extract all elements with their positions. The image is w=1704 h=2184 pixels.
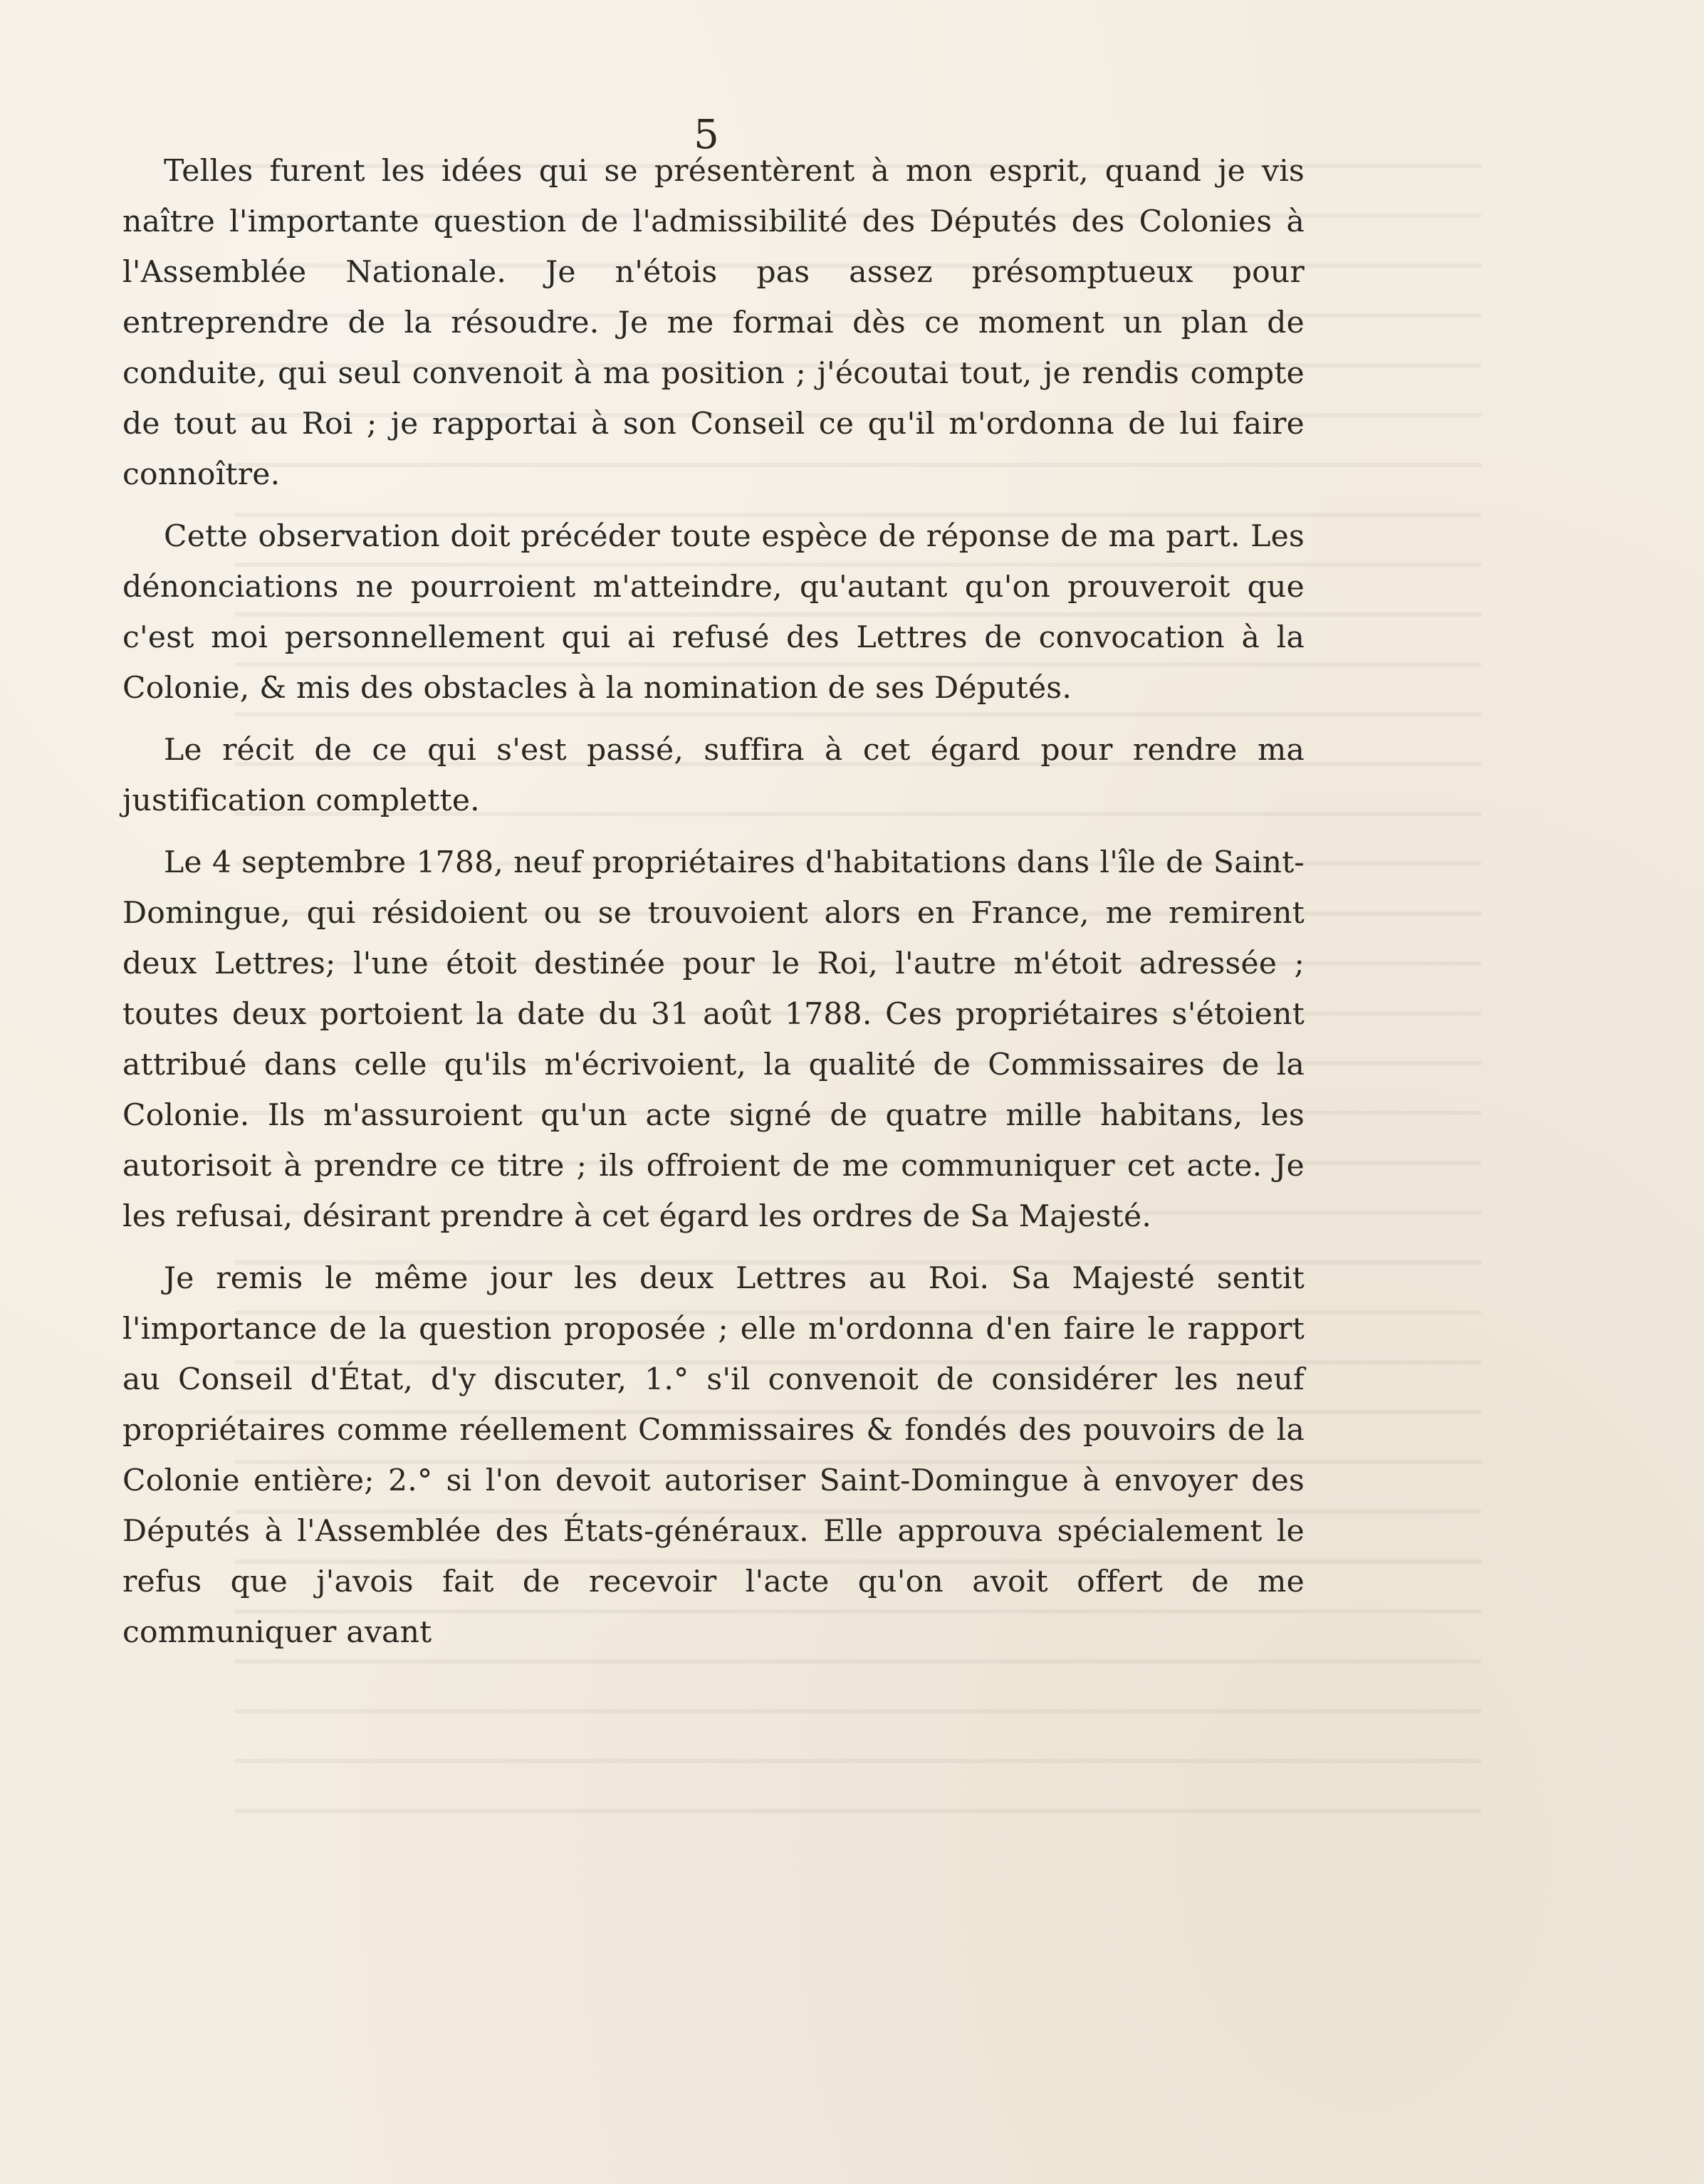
paragraph-2: Cette observation doit précéder toute espèce de réponse de ma part. Les dénonciations ne pourroient m'atteindre, qu'autant qu'on prouveroit que c'est moi personnellement qui ai refusé des Lettres de convocation à la Colonie, & mis des obstacles à la nomination de ses Députés.: [122, 519, 1305, 706]
page-number: 5: [694, 112, 719, 158]
paragraph-3: Le récit de ce qui s'est passé, suffira à cet égard pour rendre ma justification complette.: [122, 733, 1305, 818]
body-text: [122, 146, 1305, 1658]
paragraph-1: Telles furent les idées qui se présentèrent à mon esprit, quand je vis naître l'importante question de l'admissibilité des Députés des Colonies à l'Assemblée Nationale. Je n'étois pas assez présomptueux pour entreprendre de la résoudre. Je me formai dès ce moment un plan de conduite, qui seul convenoit à ma position ; j'écoutai tout, je rendis compte de tout au Roi ; je rapportai à son Conseil ce qu'il m'ordonna de lui faire connoître.: [122, 154, 1305, 492]
paragraph-5: Je remis le même jour les deux Lettres au Roi. Sa Majesté sentit l'importance de la question proposée ; elle m'ordonna d'en faire le rapport au Conseil d'État, d'y discuter, 1.° s'il convenoit de considérer les neuf propriétaires comme réellement Commissaires & fondés des pouvoirs de la Colonie entière; 2.° si l'on devoit autoriser Saint-Domingue à envoyer des Députés à l'Assemblée des États-généraux. Elle approuva spécialement le refus que j'avois fait de recevoir l'acte qu'on avoit offert de me communiquer avant: [122, 1261, 1305, 1650]
paragraph-4: Le 4 septembre 1788, neuf propriétaires d'habitations dans l'île de Saint-Domingue, qui résidoient ou se trouvoient alors en France, me remirent deux Lettres; l'une étoit destinée pour le Roi, l'autre m'étoit adressée ; toutes deux portoient la date du 31 août 1788. Ces propriétaires s'étoient attribué dans celle qu'ils m'écrivoient, la qualité de Commissaires de la Colonie. Ils m'assuroient qu'un acte signé de quatre mille habitans, les autorisoit à prendre ce titre ; ils offroient de me communiquer cet acte. Je les refusai, désirant prendre à cet égard les ordres de Sa Majesté.: [122, 845, 1305, 1234]
